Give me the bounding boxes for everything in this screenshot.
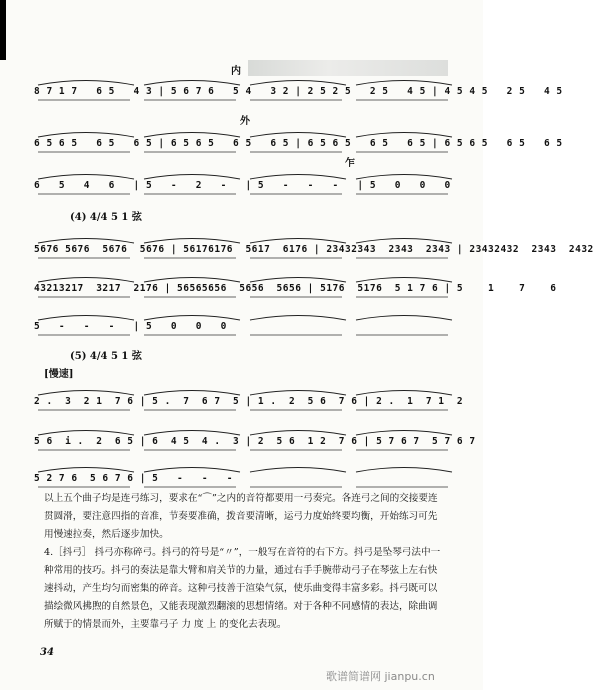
watermark-cn: 歌谱简谱网 xyxy=(326,670,381,683)
beam-underlines xyxy=(34,409,459,412)
slur xyxy=(38,278,134,283)
slur xyxy=(250,278,346,283)
notation-text: 43213217 3217 2176 | 56565656 5656 5656 | 5176 5176 5 1 7 6 | 5 1 7 6 xyxy=(34,283,557,294)
example-4-header xyxy=(70,208,142,223)
beam-underlines xyxy=(34,193,459,196)
slur xyxy=(250,468,346,473)
slur xyxy=(144,391,240,396)
page-number: 34 xyxy=(40,647,54,658)
notation-text: 8 7 1 7 6 5 4 3 | 5 6 7 6 5 4 3 2 | 2 5 2 5 2 5 4 5 | 4 5 4 5 2 5 4 5 xyxy=(34,86,563,97)
slur xyxy=(250,431,346,436)
mark-ge: 乍 xyxy=(345,158,355,169)
beam-underlines xyxy=(34,296,459,299)
beam-underlines xyxy=(34,449,459,452)
slur-marks xyxy=(34,388,459,396)
slur-marks xyxy=(34,275,459,283)
notation-text: 5 - - - | 5 0 0 0 xyxy=(34,321,227,332)
example-5-number: (5) xyxy=(70,351,87,362)
slur xyxy=(356,278,452,283)
paragraph-2: 4.［抖弓］ 抖弓亦称碎弓。抖弓的符号是“〃”，一般写在音符的右下方。抖弓是坠琴弓法中一种常用的技巧。抖弓的奏法是靠大臂和肩关节的力量，通过右手手腕带动弓子在琴弦上左右快速抖动，产生均匀而密集的碎音。这种弓技善于渲染气氛，使乐曲变得丰富多彩。抖弓既可以描绘微风拂煦的自然景色，又能表现激烈翻滚的思想情绪。对于各种不同感情的表达，除曲调所赋于的情景而外，主要靠弓子 力 度 上 的变化去表现。 xyxy=(44,547,441,630)
mark-wai: 外 xyxy=(240,116,250,127)
beam-underlines xyxy=(34,151,459,154)
example-4-meter: 4/4 xyxy=(89,212,108,223)
notation-row xyxy=(34,388,464,412)
header-smudge xyxy=(248,60,448,76)
slur xyxy=(356,468,452,473)
binding-edge xyxy=(0,0,6,60)
notation-row xyxy=(34,465,459,489)
slur xyxy=(144,81,240,86)
slur-marks xyxy=(34,78,459,86)
slur xyxy=(250,175,346,180)
notation-text: 5676 5676 5676 5676 | 56176176 5617 6176 | 23432343 2343 2343 | 23432432 2343 2432 xyxy=(34,244,594,255)
slur xyxy=(356,391,452,396)
slur xyxy=(38,316,134,321)
slur xyxy=(356,133,452,138)
notation-row xyxy=(34,428,476,452)
beam-underlines xyxy=(34,257,459,260)
example-4-number: (4) xyxy=(70,212,87,223)
slur xyxy=(38,175,134,180)
slur-marks xyxy=(34,236,459,244)
notation-row xyxy=(34,78,563,102)
example-5-header xyxy=(70,347,142,362)
paragraph-1: 以上五个曲子均是连弓练习，要求在“⌒”之内的音符都要用一弓奏完。各连弓之间的交接要连贯圆滑，要注意四指的音准，节奏要准确，拨音要清晰，运弓力度始终要均衡，开始练习可先用慢速拉奏，然后逐步加快。 xyxy=(44,493,438,540)
slur xyxy=(250,391,346,396)
notation-text: 2 . 3 2 1 7 6 | 5 . 7 6 7 5 | 1 . 2 5 6 7 6 | 2 . 1 7 1 2 xyxy=(34,396,464,407)
body-text xyxy=(44,490,444,634)
slur xyxy=(356,316,452,321)
slur xyxy=(144,431,240,436)
notation-row xyxy=(34,172,459,196)
slur-marks xyxy=(34,465,459,473)
slur xyxy=(38,468,134,473)
notation-row xyxy=(34,236,594,260)
slur xyxy=(38,391,134,396)
notation-text: 6 5 4 6 | 5 - 2 - | 5 - - - | 5 0 0 0 xyxy=(34,180,451,191)
slur xyxy=(144,175,240,180)
slur xyxy=(144,316,240,321)
slur xyxy=(250,133,346,138)
slur xyxy=(250,316,346,321)
slur xyxy=(356,175,452,180)
slur xyxy=(356,81,452,86)
slur xyxy=(356,431,452,436)
notation-row xyxy=(34,130,563,154)
watermark xyxy=(326,668,435,684)
example-5-meter: 4/4 xyxy=(89,351,108,362)
example-4-title: 5 1 弦 xyxy=(110,212,142,223)
example-5-title: 5 1 弦 xyxy=(110,351,142,362)
beam-underlines xyxy=(34,99,459,102)
slur-marks xyxy=(34,313,459,321)
header-marker: 内 xyxy=(231,66,241,77)
notation-text: 5 6 i . 2 6 5 | 6 4 5 4 . 3 | 2 5 6 1 2 7 6 | 5 7 6 7 5 7 6 7 xyxy=(34,436,476,447)
slur xyxy=(144,239,240,244)
notation-text: 5 2 7 6 5 6 7 6 | 5 - - - xyxy=(34,473,234,484)
slur xyxy=(38,133,134,138)
slur xyxy=(250,81,346,86)
notation-row xyxy=(34,313,459,337)
beam-underlines xyxy=(34,486,459,489)
slur xyxy=(38,431,134,436)
tempo-marking: [慢速] xyxy=(44,369,74,380)
watermark-url: jianpu.cn xyxy=(384,670,435,683)
beam-underlines xyxy=(34,334,459,337)
notation-row xyxy=(34,275,557,299)
slur-marks xyxy=(34,130,459,138)
slur-marks xyxy=(34,172,459,180)
slur xyxy=(144,468,240,473)
slur-marks xyxy=(34,428,459,436)
slur xyxy=(38,239,134,244)
slur xyxy=(250,239,346,244)
slur xyxy=(356,239,452,244)
notation-text: 6 5 6 5 6 5 6 5 | 6 5 6 5 6 5 6 5 | 6 5 6 5 6 5 6 5 | 6 5 6 5 6 5 6 5 xyxy=(34,138,563,149)
slur xyxy=(38,81,134,86)
slur xyxy=(144,133,240,138)
slur xyxy=(144,278,240,283)
